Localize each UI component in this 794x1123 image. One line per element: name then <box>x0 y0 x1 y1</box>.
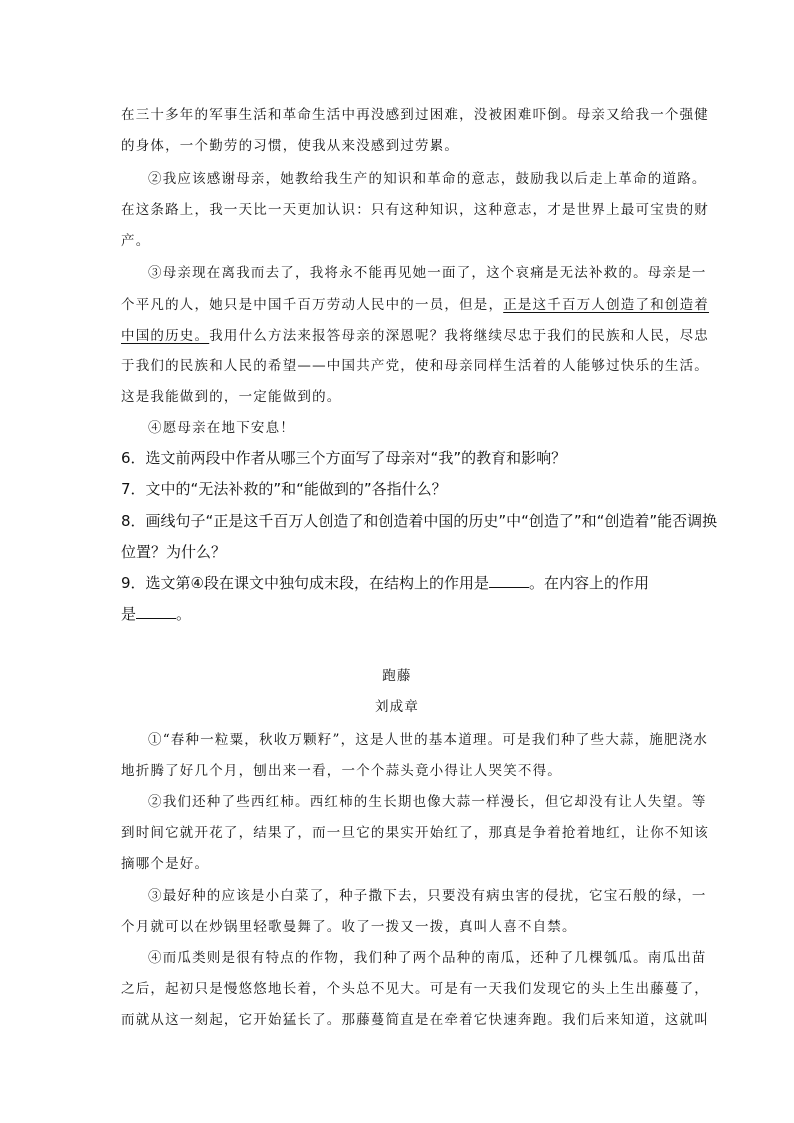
question-6: 6．选文前两段中作者从哪三个方面写了母亲对“我”的教育和影响？ <box>121 449 567 467</box>
passage2-line: 地折腾了好几个月，刨出来一看，一个个蒜头竟小得让人哭笑不得。 <box>121 763 562 779</box>
passage2-line: 而就从这一刻起，它开始猛长了。那藤蔓简直是在牵着它快速奔跑。我们后来知道，这就叫 <box>121 1012 709 1028</box>
question-8: 8．画线句子“正是这千百万人创造了和创造着中国的历史”中“创造了”和“创造着”能否调换 <box>121 512 718 530</box>
passage1-line: 的身体，一个勤劳的习惯，使我从来没感到过劳累。 <box>121 138 460 154</box>
passage1-paragraph3: ③母亲现在离我而去了，我将永不能再见她一面了，这个哀痛是无法补救的。母亲是一 <box>148 265 707 281</box>
passage-author: 刘成章 <box>374 699 420 715</box>
passage2-paragraph1: ①“春种一粒粟，秋收万颗籽”，这是人世的基本道理。可是我们种了些大蒜，施肥浇水 <box>148 732 709 748</box>
passage1-line <box>121 293 709 313</box>
passage2-line: 摘哪个是好。 <box>121 856 210 872</box>
passage2-line: 到时间它就开花了，结果了，而一旦它的果实开始红了，那真是争着抢着地红，让你不知该 <box>121 825 709 841</box>
question-text: 。 <box>176 605 192 623</box>
passage2-paragraph3: ③最好种的应该是小白菜了，种子撒下去，只要没有病虫害的侵扰，它宝石般的绿，一 <box>148 888 707 904</box>
passage1-line <box>121 324 709 344</box>
passage-title: 跑藤 <box>382 668 412 684</box>
question-8-continued: 位置？为什么？ <box>121 543 227 561</box>
passage2-line: 个月就可以在炒锅里轻歌曼舞了。收了一拨又一拨，真叫人喜不自禁。 <box>121 919 577 935</box>
question-text: 9．选文第④段在课文中独句成末段，在结构上的作用是 <box>121 574 489 592</box>
underlined-sentence: 正是这千百万人创造了和创造着 <box>503 297 710 313</box>
question-9-continued <box>121 603 191 624</box>
underlined-sentence: 中国的历史。 <box>121 328 210 344</box>
question-9 <box>121 572 649 593</box>
plain-text: 个平凡的人，她只是中国千百万劳动人民中的一员，但是， <box>121 297 504 313</box>
passage1-paragraph2: ②我应该感谢母亲，她教给我生产的知识和革命的意志，鼓励我以后走上革命的道路。 <box>148 171 707 187</box>
passage2-line: 之后，起初只是慢悠悠地长着，个头总不见大。可是有一天我们发现它的头上生出藤蔓了， <box>121 981 709 997</box>
passage2-paragraph2: ②我们还种了些西红柿。西红柿的生长期也像大蒜一样漫长，但它却没有让人失望。等 <box>148 794 707 810</box>
passage1-line: 产。 <box>121 233 151 249</box>
question-text: 。在内容上的作用 <box>529 574 650 592</box>
question-text: 是 <box>121 605 137 623</box>
question-7: 7．文中的“无法补救的”和“能做到的”各指什么？ <box>121 480 447 498</box>
passage1-paragraph4: ④愿母亲在地下安息！ <box>148 420 295 436</box>
plain-text: 我用什么方法来报答母亲的深恩呢？我将继续尽忠于我们的民族和人民，尽忠 <box>209 328 710 344</box>
passage1-line: 这是我能做到的，一定能做到的。 <box>121 389 342 405</box>
answer-blank[interactable] <box>489 573 529 588</box>
passage1-line: 于我们的民族和人民的希望——中国共产党，使和母亲同样生活着的人能够过快乐的生活。 <box>121 358 709 374</box>
passage1-line: 在三十多年的军事生活和革命生活中再没感到过困难，没被困难吓倒。母亲又给我一个强健 <box>121 107 709 123</box>
answer-blank[interactable] <box>136 604 176 619</box>
passage2-paragraph4: ④而瓜类则是很有特点的作物，我们种了两个品种的南瓜，还种了几棵瓠瓜。南瓜出苗 <box>148 950 707 966</box>
passage1-line: 在这条路上，我一天比一天更加认识：只有这种知识，这种意志，才是世界上最可宝贵的财 <box>121 202 709 218</box>
